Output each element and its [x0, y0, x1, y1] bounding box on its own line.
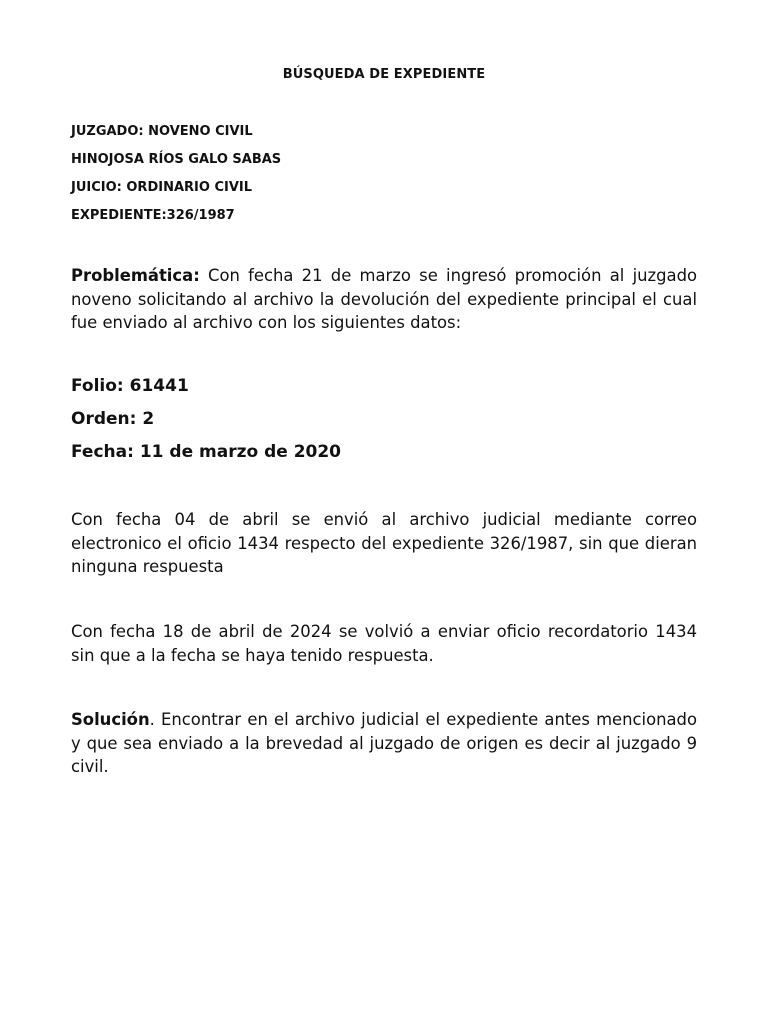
solucion-paragraph	[71, 708, 697, 779]
dato-folio: Folio: 61441	[71, 376, 189, 396]
meta-expediente: EXPEDIENTE:326/1987	[71, 208, 235, 223]
envio-paragraph: Con fecha 04 de abril se envió al archivo judicial mediante correo electronico el oficio 1434 respecto del expediente 326/1987, sin que dieran ninguna respuesta	[71, 510, 697, 576]
solucion-label: Solución	[71, 710, 150, 729]
problematica-text: Con fecha 21 de marzo se ingresó promoción al juzgado noveno solicitando al archivo la devolución del expediente principal el cual fue enviado al archivo con los siguientes datos:	[71, 266, 697, 332]
dato-fecha: Fecha: 11 de marzo de 2020	[71, 442, 342, 462]
meta-juzgado: JUZGADO: NOVENO CIVIL	[71, 124, 253, 139]
meta-partes: HINOJOSA RÍOS GALO SABAS	[71, 152, 282, 167]
document-title: BÚSQUEDA DE EXPEDIENTE	[282, 67, 486, 82]
case-metadata	[71, 123, 697, 235]
recordatorio-paragraph: Con fecha 18 de abril de 2024 se volvió a enviar oficio recordatorio 1434 sin que a la fecha se haya tenido respuesta.	[71, 622, 697, 665]
problematica-paragraph	[71, 264, 697, 335]
problematica-label: Problemática:	[71, 266, 200, 285]
dato-orden: Orden: 2	[71, 409, 155, 429]
meta-juicio: JUICIO: ORDINARIO CIVIL	[71, 180, 252, 195]
solucion-text: . Encontrar en el archivo judicial el expediente antes mencionado y que sea enviado a la brevedad al juzgado de origen es decir al juzgado 9 civil.	[71, 710, 697, 776]
archive-data	[71, 375, 697, 474]
